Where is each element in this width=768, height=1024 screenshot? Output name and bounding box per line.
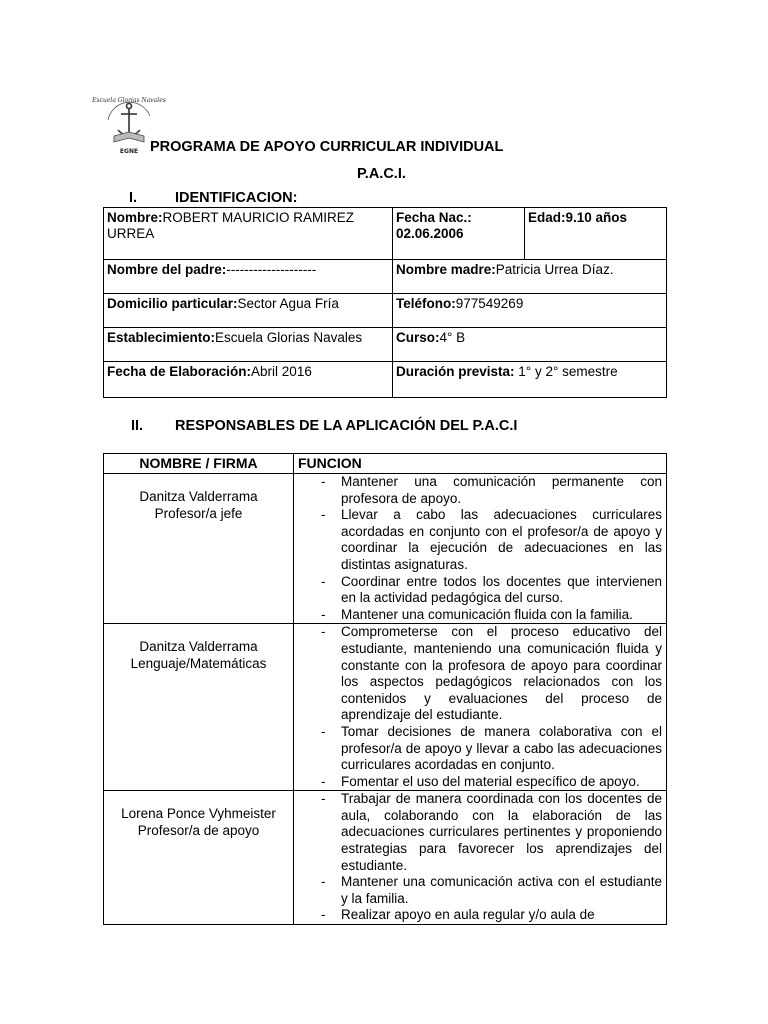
logo-caption: EGNE [119, 148, 139, 155]
table-row [104, 474, 667, 624]
list-item: - Coordinar entre todos los docentes que intervienen en la actividad pedagógica del curso. [321, 573, 662, 606]
padre-label: Nombre del padre: [107, 262, 227, 277]
responsable-role: Lenguaje/Matemáticas [130, 655, 267, 671]
responsable-name: Danitza Valderrama [139, 639, 258, 655]
madre-value: Patricia Urrea Díaz. [495, 262, 614, 277]
domicilio-label: Domicilio particular: [107, 296, 238, 311]
section-number: I. [129, 190, 138, 206]
fecha-elaboracion-value: Abril 2016 [251, 364, 312, 379]
list-item: - Mantener una comunicación fluida con la familia. [321, 606, 633, 622]
function-text: Realizar apoyo en aula regular y/o aula de [341, 907, 595, 923]
identification-table [103, 207, 667, 398]
curso-cell [393, 328, 667, 362]
identification-row [104, 294, 667, 328]
document-subtitle: P.A.C.I. [357, 166, 406, 182]
edad-value: 9.10 años [565, 210, 628, 225]
logo-motto: Escuela Glorias Navales [92, 97, 166, 104]
padre-cell [104, 260, 393, 294]
responsable-role: Profesor/a jefe [154, 505, 243, 521]
list-item: - Realizar apoyo en aula regular y/o aula de [321, 907, 595, 923]
establecimiento-label: Establecimiento: [107, 330, 216, 345]
nombre-label: Nombre: [107, 210, 163, 225]
function-text: Fomentar el uso del material específico de apoyo. [341, 773, 640, 789]
fecha-nac-value: 02.06.2006 [396, 226, 464, 241]
table-header-row [104, 454, 667, 474]
padre-value: -------------------- [226, 262, 317, 277]
establecimiento-cell [104, 328, 393, 362]
function-text: Mantener una comunicación permanente con profesora de apoyo. [341, 474, 662, 506]
responsable-name-cell [104, 474, 294, 624]
duracion-value: 1° y 2° semestre [514, 364, 618, 379]
fecha-nac-cell [393, 208, 525, 260]
function-text: Comprometerse con el proceso educativo del estudiante, manteniendo una comunicación fluida y constante con la profesora de apoyo para coordinar los aspectos pedagógicos relacionados con los contenidos y evaluaciones del proceso de aprendizaje del estudiante. [341, 624, 662, 723]
curso-value: 4° B [439, 330, 466, 345]
list-item: - Llevar a cabo las adecuaciones curriculares acordadas en conjunto con el profesor/a de apoyo y coordinar la ejecución de adecuaciones en las distintas asignaturas. [321, 507, 662, 572]
function-text: Tomar decisiones de manera colaborativa con el profesor/a de apoyo y llevar a cabo las adecuaciones curriculares acordadas en conjunto. [341, 723, 662, 773]
list-item: - Mantener una comunicación activa con el estudiante y la familia. [321, 874, 662, 906]
edad-label: Edad: [528, 210, 566, 225]
identification-row [104, 208, 667, 260]
list-item: - Comprometerse con el proceso educativo del estudiante, manteniendo una comunicación fluida y constante con la profesora de apoyo para coordinar los aspectos pedagógicos relacionados con los contenidos y evaluaciones del proceso de aprendizaje del estudiante. [321, 624, 662, 723]
madre-cell [393, 260, 667, 294]
function-text: Mantener una comunicación activa con el estudiante y la familia. [341, 874, 662, 906]
function-text: Mantener una comunicación fluida con la familia. [341, 606, 633, 622]
identification-row [104, 362, 667, 398]
column-header-nombre: NOMBRE / FIRMA [104, 454, 294, 474]
duracion-cell [393, 362, 667, 398]
responsable-name-cell [104, 624, 294, 791]
funcion-cell [294, 791, 667, 925]
domicilio-cell [104, 294, 393, 328]
function-text: Llevar a cabo las adecuaciones curriculares acordadas en conjunto con el profesor/a de apoyo y coordinar la ejecución de adecuaciones en las distintas asignaturas. [341, 507, 662, 572]
identification-row [104, 328, 667, 362]
funcion-cell [294, 474, 667, 624]
function-text: Trabajar de manera coordinada con los docentes de aula, colaborando con la elaboración de las adecuaciones curriculares pertinentes y proponiendo estrategias para favorecer los aprendizajes del estudiante. [341, 791, 662, 873]
telefono-label: Teléfono: [396, 296, 456, 311]
identification-row [104, 260, 667, 294]
list-item: - Mantener una comunicación permanente con profesora de apoyo. [321, 474, 662, 506]
responsable-name-cell [104, 791, 294, 925]
section-title: RESPONSABLES DE LA APLICACIÓN DEL P.A.C.I [175, 418, 518, 434]
responsable-name: Lorena Ponce Vyhmeister [121, 806, 276, 822]
table-row [104, 624, 667, 791]
list-item: - Tomar decisiones de manera colaborativa con el profesor/a de apoyo y llevar a cabo las adecuaciones curriculares acordadas en conjunto. [321, 723, 662, 773]
responsable-name: Danitza Valderrama [139, 489, 258, 504]
duracion-label: Duración prevista: [396, 364, 515, 379]
table-row [104, 791, 667, 925]
fecha-nac-label: Fecha Nac.: [396, 210, 472, 225]
madre-label: Nombre madre: [396, 262, 496, 277]
responsables-table [103, 453, 667, 925]
domicilio-value: Sector Agua Fría [237, 296, 339, 311]
funcion-cell [294, 624, 667, 791]
function-text: Coordinar entre todos los docentes que intervienen en la actividad pedagógica del curso. [341, 573, 662, 606]
section-title: IDENTIFICACION: [175, 190, 298, 206]
list-item: - Trabajar de manera coordinada con los docentes de aula, colaborando con la elaboración de las adecuaciones curriculares pertinentes y proponiendo estrategias para favorecer los aprendizajes del estudiante. [321, 791, 662, 873]
responsable-role: Profesor/a de apoyo [137, 822, 260, 838]
telefono-value: 977549269 [455, 296, 524, 311]
nombre-value: ROBERT MAURICIO RAMIREZ URREA [107, 210, 355, 241]
telefono-cell [393, 294, 667, 328]
edad-cell [525, 208, 667, 260]
curso-label: Curso: [396, 330, 440, 345]
fecha-elaboracion-cell [104, 362, 393, 398]
fecha-elaboracion-label: Fecha de Elaboración: [107, 364, 252, 379]
section-number: II. [131, 418, 144, 434]
establecimiento-value: Escuela Glorias Navales [215, 330, 363, 345]
document-title: PROGRAMA DE APOYO CURRICULAR INDIVIDUAL [150, 139, 504, 155]
list-item: - Fomentar el uso del material específico de apoyo. [321, 773, 640, 789]
column-header-funcion: FUNCION [294, 454, 667, 474]
nombre-cell [104, 208, 393, 260]
